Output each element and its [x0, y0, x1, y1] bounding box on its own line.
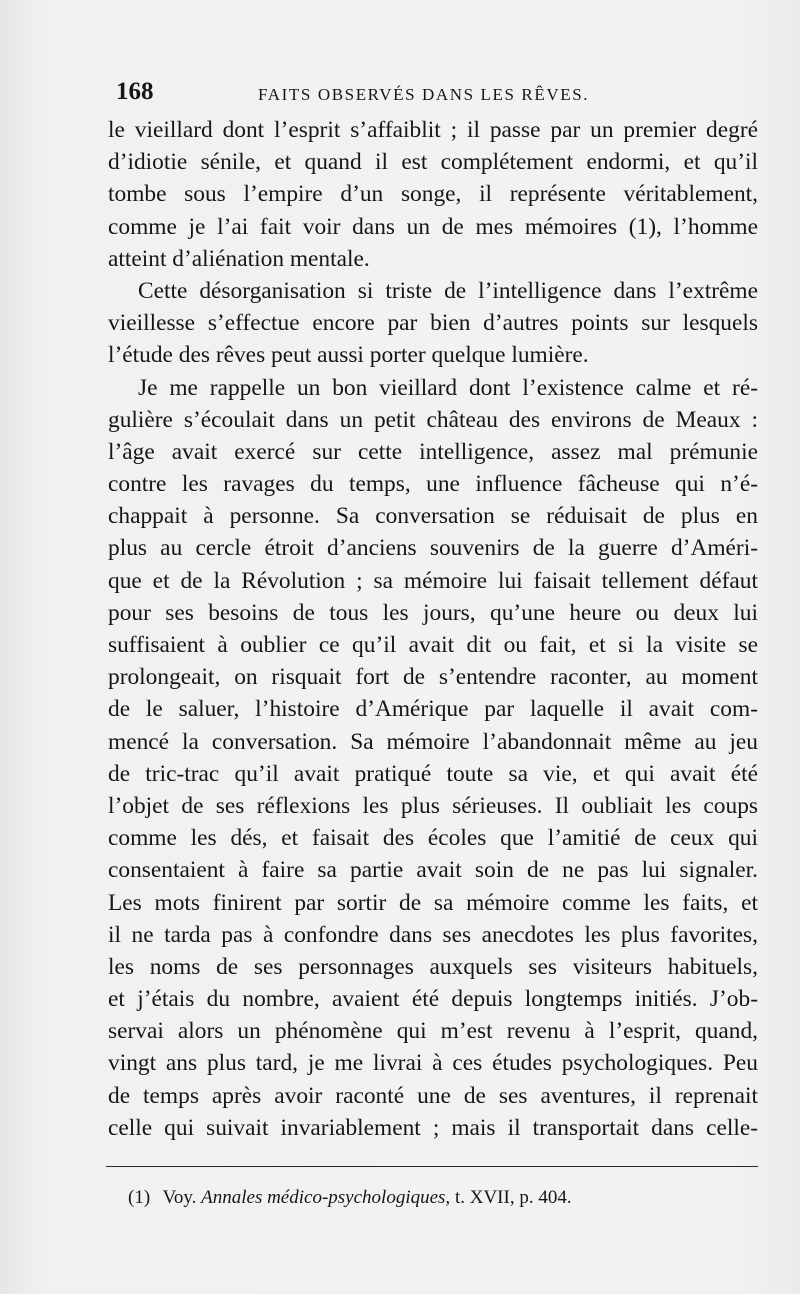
text-line: l’étude des rêves peut aussi porter quelque lumière. — [108, 342, 589, 369]
footnote-journal: Annales médico-psychologiques, — [201, 1187, 451, 1208]
text-line: vingt ans plus tard, je me livrai à ces études psychologiques. Peu — [108, 1050, 758, 1077]
text-line: suffisaient à oublier ce qu’il avait dit ou fait, et si la visite se — [108, 632, 758, 658]
text-line: Cette désorganisation si triste de l’intelligence dans l’extrême — [138, 277, 758, 304]
footnote-marker: (1) — [128, 1187, 151, 1208]
text-line: mencé la conversation. Sa mémoire l’abandonnait même au jeu — [108, 728, 758, 755]
text-line: de tric-trac qu’il avait pratiqué toute sa vie, et qui avait été — [108, 760, 758, 787]
text-line: et j’étais du nombre, avaient été depuis longtemps initiés. J’ob- — [108, 986, 758, 1013]
text-line: de le saluer, l’histoire d’Amérique par laquelle il avait com- — [108, 696, 758, 723]
text-line: celle qui suivait invariablement ; mais il transportait dans celle- — [108, 1114, 758, 1141]
text-line: atteint d’aliénation mentale. — [108, 245, 370, 272]
page-number: 168 — [116, 78, 154, 105]
text-line: plus au cercle étroit d’anciens souvenirs de la guerre d’Améri- — [108, 535, 758, 562]
footnote-prefix: Voy. — [162, 1187, 197, 1208]
text-line: il ne tarda pas à confondre dans ses anecdotes les plus favorites, — [108, 921, 758, 948]
text-line: pour ses besoins de tous les jours, qu’une heure ou deux lui — [108, 599, 758, 626]
footnote-reference: t. XVII, p. 404. — [454, 1187, 572, 1208]
text-line: le vieillard dont l’esprit s’affaiblit ; il passe par un premier degré — [108, 117, 758, 143]
paragraph — [108, 372, 758, 1145]
text-line: Les mots finirent par sortir de sa mémoire comme les faits, et — [108, 889, 758, 916]
text-line: vieillesse s’effectue encore par bien d’autres points sur lesquels — [108, 310, 758, 337]
running-title: FAITS OBSERVÉS DANS LES RÊVES. — [258, 85, 590, 104]
text-line: consentaient à faire sa partie avait soin de ne pas lui signaler. — [108, 857, 758, 884]
text-line: que et de la Révolution ; sa mémoire lui faisait tellement défaut — [108, 567, 758, 594]
text-line: l’objet de ses réflexions les plus sérieuses. Il oubliait les coups — [108, 792, 758, 819]
text-line: contre les ravages du temps, une influence fâcheuse qui n’é- — [108, 471, 758, 498]
text-line: tombe sous l’empire d’un songe, il représente véritablement, — [108, 181, 758, 208]
text-line: servai alors un phénomène qui m’est revenu à l’esprit, quand, — [108, 1018, 758, 1045]
text-line: les noms de ses personnages auxquels ses visiteurs habituels, — [108, 953, 758, 980]
footnote-rule — [106, 1166, 758, 1167]
text-line: d’idiotie sénile, et quand il est complétement endormi, et qu’il — [108, 149, 758, 176]
paragraph — [108, 275, 758, 372]
text-line: gulière s’écoulait dans un petit château des environs de Meaux : — [108, 406, 758, 433]
page-header — [112, 78, 760, 108]
paragraph — [108, 114, 758, 275]
text-line: comme les dés, et faisait des écoles que l’amitié de ceux qui — [108, 825, 758, 852]
text-line: de temps après avoir raconté une de ses aventures, il reprenait — [108, 1082, 758, 1109]
text-line: prolongeait, on risquait fort de s’entendre raconter, au moment — [108, 664, 758, 691]
body-text — [108, 114, 758, 1144]
text-line: Je me rappelle un bon vieillard dont l’existence calme et ré- — [138, 374, 758, 401]
text-line: l’âge avait exercé sur cette intelligence, assez mal prémunie — [108, 438, 758, 465]
text-line: comme je l’ai fait voir dans un de mes mémoires (1), l’homme — [108, 213, 758, 240]
text-line: chappait à personne. Sa conversation se réduisait de plus en — [108, 503, 758, 530]
footnote — [128, 1187, 572, 1209]
